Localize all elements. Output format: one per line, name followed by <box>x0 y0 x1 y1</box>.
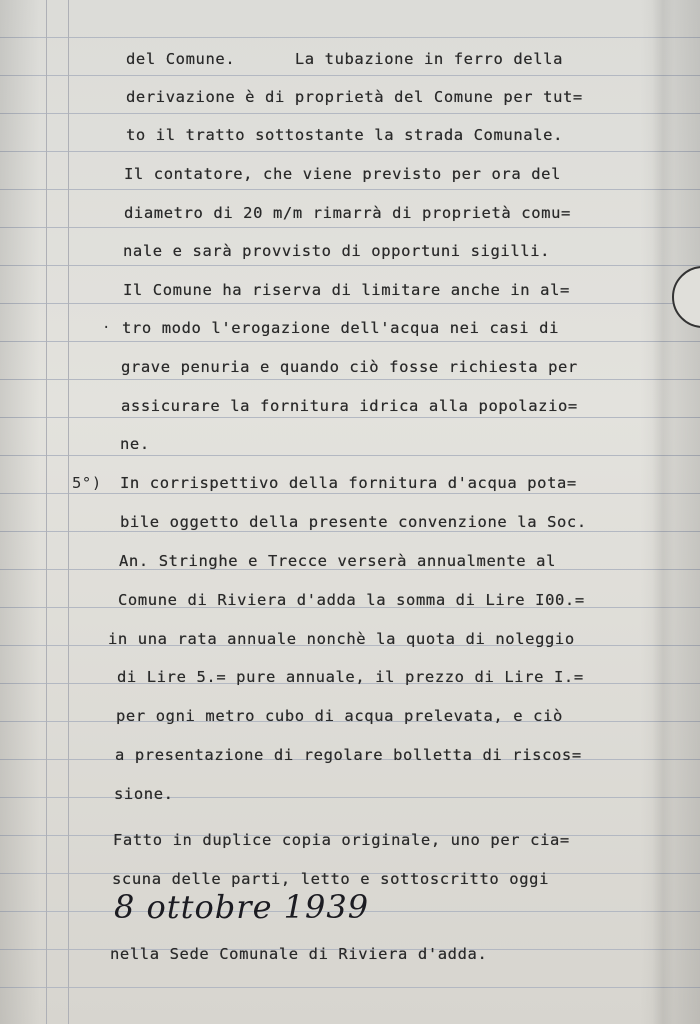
text-line: tro modo l'erogazione dell'acqua nei casi di <box>122 319 559 337</box>
punch-hole <box>672 266 700 328</box>
text-line: An. Stringhe e Trecce verserà annualmente al <box>119 552 556 570</box>
text-line: in una rata annuale nonchè la quota di noleggio <box>108 630 575 648</box>
text-line: Comune di Riviera d'adda la somma di Lire I00.= <box>118 591 585 609</box>
text-line: derivazione è di proprietà del Comune per tut= <box>126 88 583 106</box>
text-line: scuna delle parti, letto e sottoscritto oggi <box>112 870 549 888</box>
text-line: In corrispettivo della fornitura d'acqua pota= <box>120 474 577 492</box>
ink-dot: . <box>102 316 111 332</box>
text-line: nella Sede Comunale di Riviera d'adda. <box>110 945 488 963</box>
text-line: di Lire 5.= pure annuale, il prezzo di Lire I.= <box>117 668 584 686</box>
handwritten-date: 8 ottobre 1939 <box>114 888 370 926</box>
text-line: per ogni metro cubo di acqua prelevata, e ciò <box>116 707 563 725</box>
text-line: Il contatore, che viene previsto per ora del <box>124 165 561 183</box>
text-line: Il Comune ha riserva di limitare anche in al= <box>123 281 570 299</box>
text-line: assicurare la fornitura idrica alla popolazio= <box>121 397 578 415</box>
text-line: to il tratto sottostante la strada Comunale. <box>126 126 563 144</box>
text-line: grave penuria e quando ciò fosse richiesta per <box>121 358 578 376</box>
text-line: sione. <box>114 785 174 803</box>
text-line: bile oggetto della presente convenzione la Soc. <box>120 513 587 531</box>
inner-margin-line <box>68 0 69 1024</box>
text-line: a presentazione di regolare bolletta di riscos= <box>115 746 582 764</box>
left-margin-line <box>46 0 47 1024</box>
text-line: Fatto in duplice copia originale, uno per cia= <box>113 831 570 849</box>
section-number: 5°) <box>72 474 102 492</box>
text-line: diametro di 20 m/m rimarrà di proprietà comu= <box>124 204 571 222</box>
text-line: ne. <box>120 435 150 453</box>
text-line: nale e sarà provvisto di opportuni sigilli. <box>123 242 551 260</box>
paper-fold <box>652 0 674 1024</box>
text-line: del Comune. La tubazione in ferro della <box>126 50 563 68</box>
